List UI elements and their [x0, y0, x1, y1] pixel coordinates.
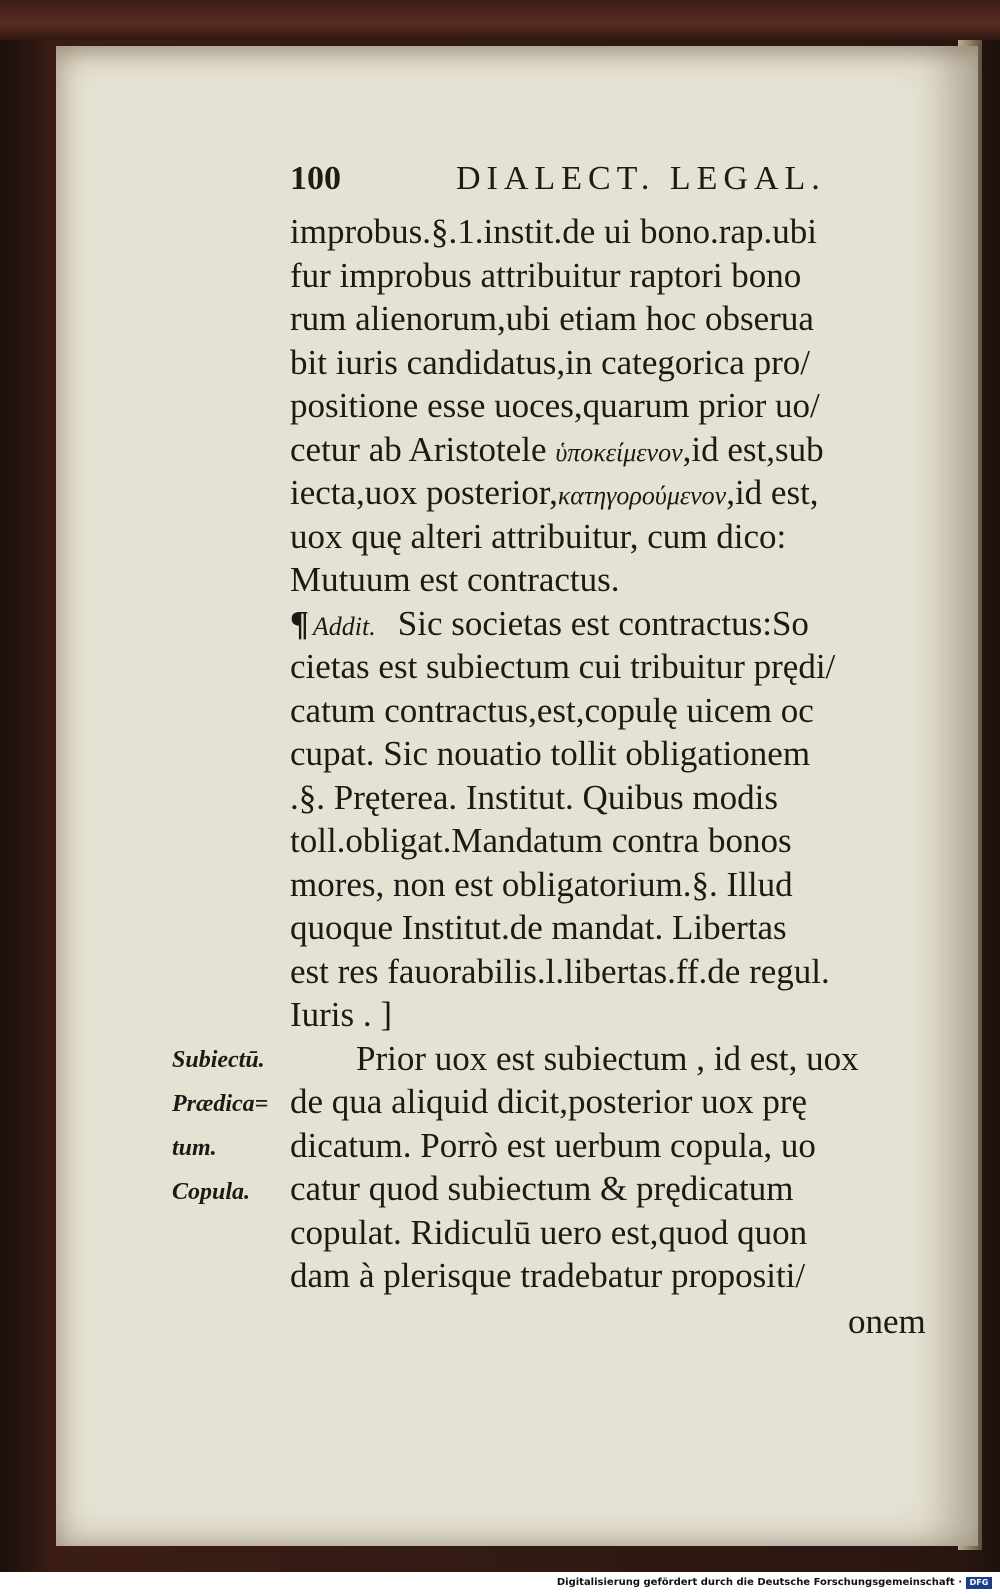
addit-line: mores, non est obligatorium.§. Illud — [290, 864, 793, 904]
text-line: dicatum. Porrò est uerbum copula, uo — [290, 1125, 816, 1165]
text-line: catur quod subiectum & prędicatum — [290, 1169, 794, 1208]
addit-line: toll.obligat.Mandatum contra bonos — [290, 821, 792, 860]
addit-line — [290, 602, 950, 646]
pilcrow-icon: ¶ — [290, 603, 309, 643]
text-line: rum alienorum,ubi etiam hoc obserua — [290, 299, 814, 338]
greek-term-hypokeimenon: ὑποκείμενον — [555, 437, 683, 467]
greek-term-kategoroumenon: κατηγορούμενον — [557, 481, 727, 510]
running-head-title: DIALECT. LEGAL. — [456, 160, 826, 197]
text-line: improbus.§.1.instit.de ui bono.rap.ubi — [290, 212, 817, 251]
text-line: Prior uox est subiectum , id est, uox — [356, 1038, 859, 1078]
addit-line: .§. Pręterea. Institut. Quibus modis — [290, 777, 779, 817]
text-line: positione esse uoces,quarum prior uo/ — [290, 386, 820, 425]
text-line: de qua aliquid dicit,posterior uox prę — [290, 1082, 808, 1121]
text-segment: Sic societas est contractus:So — [397, 603, 809, 643]
addit-line: est res fauorabilis.l.libertas.ff.de regul. — [290, 951, 830, 991]
book-cover-top-edge — [0, 0, 1000, 40]
text-line: uox quę alteri attribuitur, cum dico: — [290, 516, 787, 556]
text-line: copulat. Ridiculū uero est,quod quon — [290, 1212, 808, 1252]
text-line: bit iuris candidatus,in categorica pro/ — [290, 342, 810, 382]
page-text — [290, 210, 950, 1298]
footer-credit: Digitalisierung gefördert durch die Deutsche Forschungsgemeinschaft · — [556, 1577, 962, 1588]
text-line: dam à plerisque tradebatur propositi/ — [290, 1256, 806, 1295]
margin-note: Subiectū. — [172, 1047, 265, 1073]
margin-note: Copula. — [172, 1179, 251, 1205]
page-number: 100 — [290, 160, 341, 197]
addit-line: catum contractus,est,copulę uicem oc — [290, 690, 814, 730]
addit-line: cupat. Sic nouatio tollit obligationem — [290, 734, 811, 773]
text-line — [290, 471, 950, 515]
margin-note: tum. — [172, 1135, 217, 1161]
text-line: fur improbus attribuitur raptori bono — [290, 255, 802, 295]
text-segment: iecta,uox posterior, — [290, 473, 558, 512]
margin-notes — [172, 1038, 297, 1214]
addit-label: Addit. — [312, 611, 376, 641]
text-line — [290, 428, 950, 472]
addit-line: cietas est subiectum cui tribuitur prędi/ — [290, 647, 836, 686]
text-segment: ,id est, — [726, 473, 819, 512]
dfg-logo-icon: DFG — [966, 1577, 992, 1589]
text-segment: cetur ab Aristotele — [290, 429, 547, 469]
text-segment: ,id est,sub — [682, 429, 824, 469]
addit-line: quoque Institut.de mandat. Libertas — [290, 908, 787, 947]
text-line: Mutuum est contractus. — [290, 560, 620, 599]
addit-line: Iuris . ] — [290, 995, 393, 1034]
running-head — [290, 160, 850, 200]
margin-note: Prædica= — [172, 1091, 269, 1117]
catchword: onem — [848, 1302, 926, 1341]
